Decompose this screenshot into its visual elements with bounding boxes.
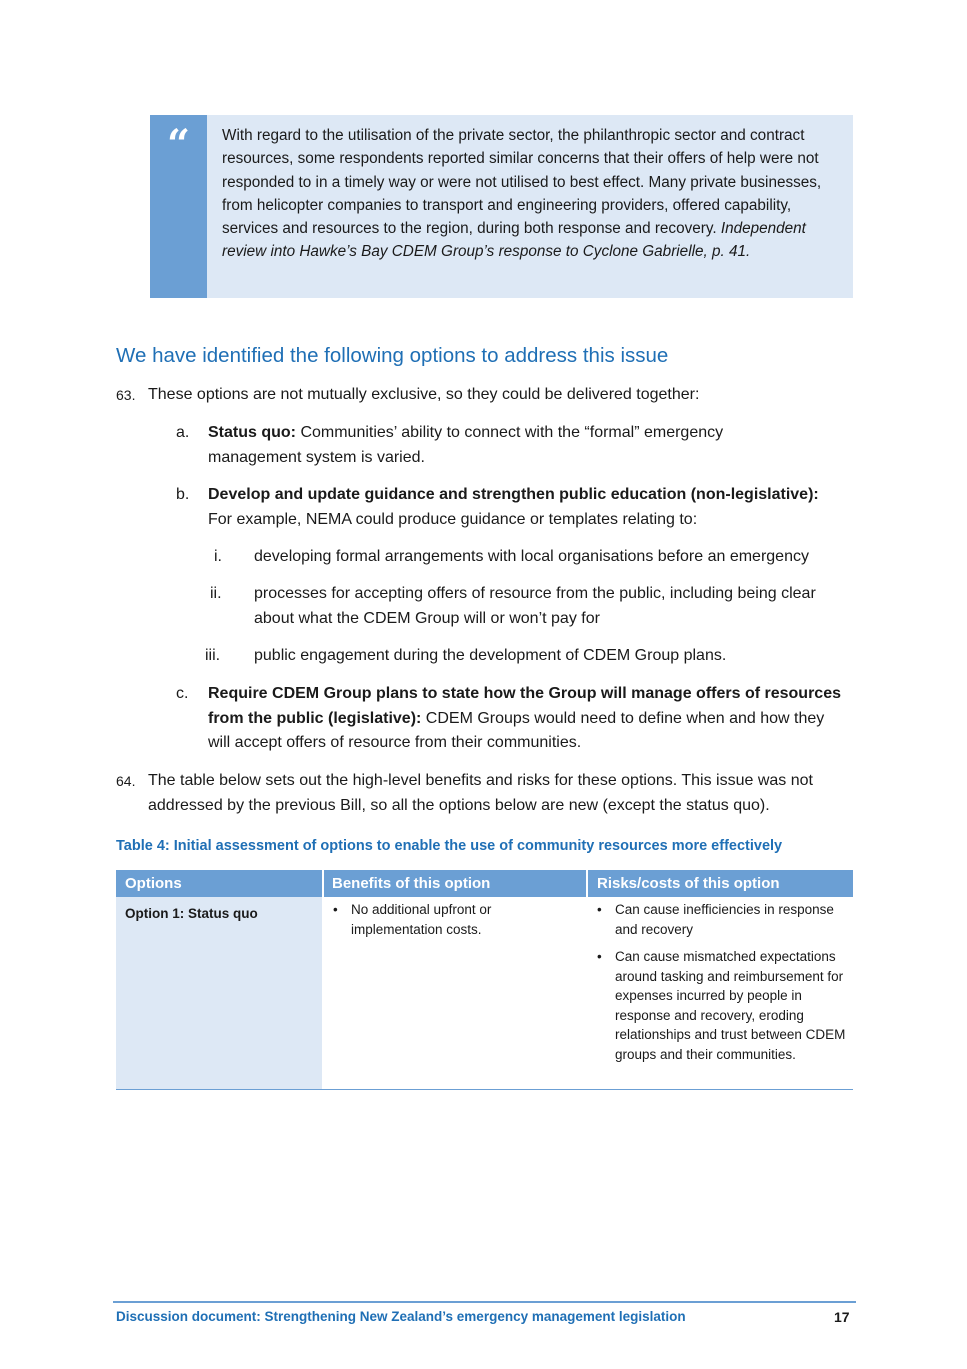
option-c-desc: CDEM Groups would need to define when and how they will accept offers of resource from their communities. <box>208 709 825 751</box>
bullet-icon: • <box>597 949 602 964</box>
quote-box <box>150 115 853 298</box>
risk-item: Can cause inefficiencies in response and recovery <box>615 902 834 937</box>
option-c-text <box>208 682 848 756</box>
option-a-desc: Communities’ ability to connect with the “formal” emergency management system is varied. <box>208 424 724 466</box>
option-1-label: Option 1: Status quo <box>125 906 258 921</box>
paragraph-64: The table below sets out the high-level benefits and risks for these options. This issue was not addressed by the previous Bill, so all the options below are new (except the status quo). <box>148 772 813 814</box>
subitem-iii-label: iii. <box>205 647 221 664</box>
table-header-benefits: Benefits of this option <box>332 875 491 892</box>
table-header-options: Options <box>125 875 182 892</box>
option-a-label: a. <box>176 424 190 441</box>
quote-bar <box>150 115 207 298</box>
option-c-label: c. <box>176 685 189 702</box>
table-option-cell <box>116 897 322 1089</box>
subitem-i-label: i. <box>214 548 222 565</box>
option-b-title: Develop and update guidance and strengthen public education (non-legislative): <box>208 486 819 503</box>
option-a-text <box>208 421 808 470</box>
option-b-desc: For example, NEMA could produce guidance or templates relating to: <box>208 510 698 528</box>
quote-mark-icon: “ <box>167 121 191 168</box>
option-b-text <box>208 483 838 532</box>
table-column-divider <box>586 870 588 1089</box>
table-column-divider <box>322 870 324 1089</box>
table-caption: Table 4: Initial assessment of options to enable the use of community resources more effectively <box>116 838 783 854</box>
paragraph-number-63: 63. <box>116 387 136 403</box>
option-c-title: Require CDEM Group plans to state how the Group will manage offers of resources from the public (legislative): <box>208 685 841 727</box>
footer-rule <box>113 1301 856 1303</box>
table-bottom-border <box>116 1089 853 1090</box>
quote-body: With regard to the utilisation of the private sector, the philanthropic sector and contract resources, some respondents reported similar concerns that their offers of help were not responded to in a timely way or were not utilised to best effect. Many private businesses, from helicopter companies to transport and engineering providers, offered capability, services and resources to the region, during both response and recovery. <box>222 127 822 238</box>
option-b-label: b. <box>176 486 190 503</box>
subitem-i-text: developing formal arrangements with local organisations before an emergency <box>254 548 809 565</box>
table-header-row <box>116 870 853 897</box>
table-header-risks: Risks/costs of this option <box>597 875 780 892</box>
bullet-icon: • <box>333 902 338 917</box>
benefit-item: No additional upfront or implementation costs. <box>351 902 492 937</box>
subitem-ii-label: ii. <box>210 585 222 602</box>
page-number: 17 <box>834 1309 850 1325</box>
bullet-icon: • <box>597 902 602 917</box>
subitem-iii-text: public engagement during the development of CDEM Group plans. <box>254 647 727 664</box>
quote-text <box>222 124 846 264</box>
footer-title: Discussion document: Strengthening New Zealand’s emergency management legislation <box>116 1309 686 1324</box>
section-heading: We have identified the following options to address this issue <box>116 344 669 367</box>
quote-source: Independent review into Hawke’s Bay CDEM Group’s response to Cyclone Gabrielle, p. 41. <box>222 220 806 261</box>
paragraph-number-64: 64. <box>116 773 136 789</box>
subitem-ii-text: processes for accepting offers of resource from the public, including being clear about what the CDEM Group will or won’t pay for <box>254 585 816 627</box>
risk-item: Can cause mismatched expectations around tasking and reimbursement for expenses incurred by people in response and recovery, eroding relationships and trust between CDEM groups and their communities. <box>615 949 846 1062</box>
paragraph-63: These options are not mutually exclusive, so they could be delivered together: <box>148 386 700 403</box>
option-a-title: Status quo: <box>208 424 296 441</box>
